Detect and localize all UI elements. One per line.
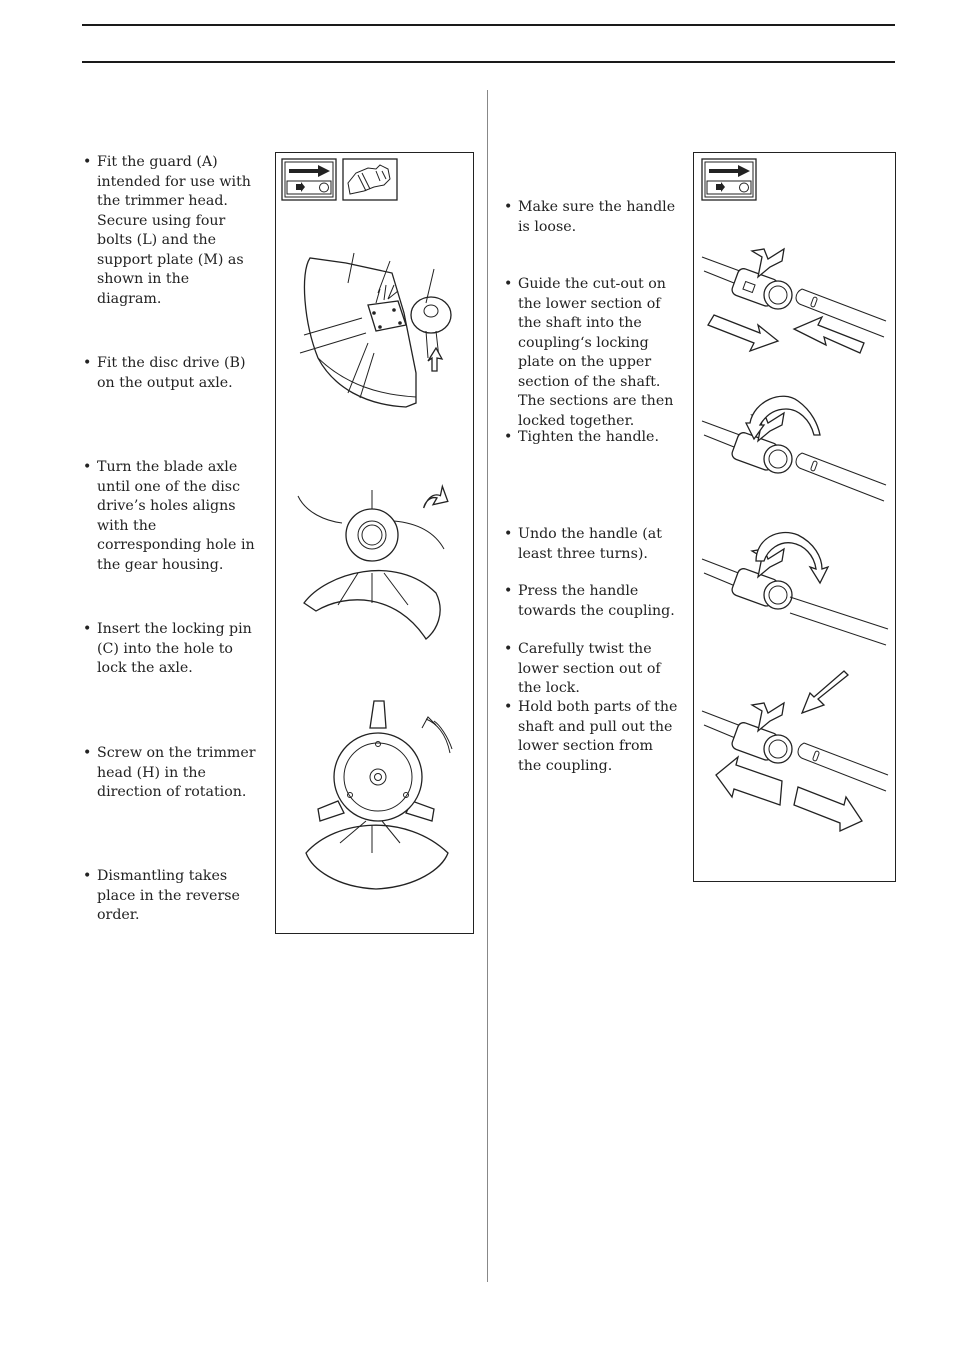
right-step-1: • Make sure the handle is loose.: [504, 198, 680, 237]
right-step-5: • Press the handle towards the coupling.: [504, 582, 680, 621]
right-step-6: • Carefully twist the lower section out of the lock.: [504, 640, 680, 699]
stop-engine-icon: [282, 159, 336, 200]
handle-loosen-illustration: [702, 533, 888, 645]
guard-assembly-illustration: [300, 253, 451, 407]
left-step-6: • Dismantling takes place in the reverse order.: [83, 867, 257, 926]
protective-gloves-icon: [343, 159, 397, 200]
header-rule-bottom: [82, 61, 895, 63]
left-step-4: • Insert the locking pin (C) into the hole to lock the axle.: [83, 620, 257, 679]
right-illustration-panel: [693, 152, 896, 882]
right-step-2: • Guide the cut-out on the lower section of the shaft into the coupling‘s locking plate on the upper section of the shaft. The sections are then locked together.: [504, 275, 680, 431]
left-step-1: • Fit the guard (A) intended for use with the trimmer head. Secure using four bolts (L) and the support plate (M) as shown in the diagram.: [83, 153, 257, 309]
column-divider: [487, 90, 488, 1282]
left-illustration-panel: [275, 152, 474, 934]
left-step-2: • Fit the disc drive (B) on the output axle.: [83, 354, 257, 393]
stop-engine-icon: [702, 159, 756, 200]
right-step-7: • Hold both parts of the shaft and pull out the lower section from the coupling.: [504, 698, 680, 776]
left-step-3: • Turn the blade axle until one of the disc drive’s holes aligns with the corresponding hole in the gear housing.: [83, 458, 257, 575]
trimmer-head-illustration: [306, 701, 452, 889]
disc-drive-illustration: [298, 486, 448, 639]
right-step-3: • Tighten the handle.: [504, 428, 680, 448]
shaft-separate-illustration: [702, 671, 888, 831]
shaft-join-illustration: [702, 249, 886, 353]
handle-tighten-illustration: [702, 396, 886, 501]
header-rule-top: [82, 24, 895, 26]
left-step-5: • Screw on the trimmer head (H) in the direction of rotation.: [83, 744, 257, 803]
right-step-4: • Undo the handle (at least three turns).: [504, 525, 680, 564]
